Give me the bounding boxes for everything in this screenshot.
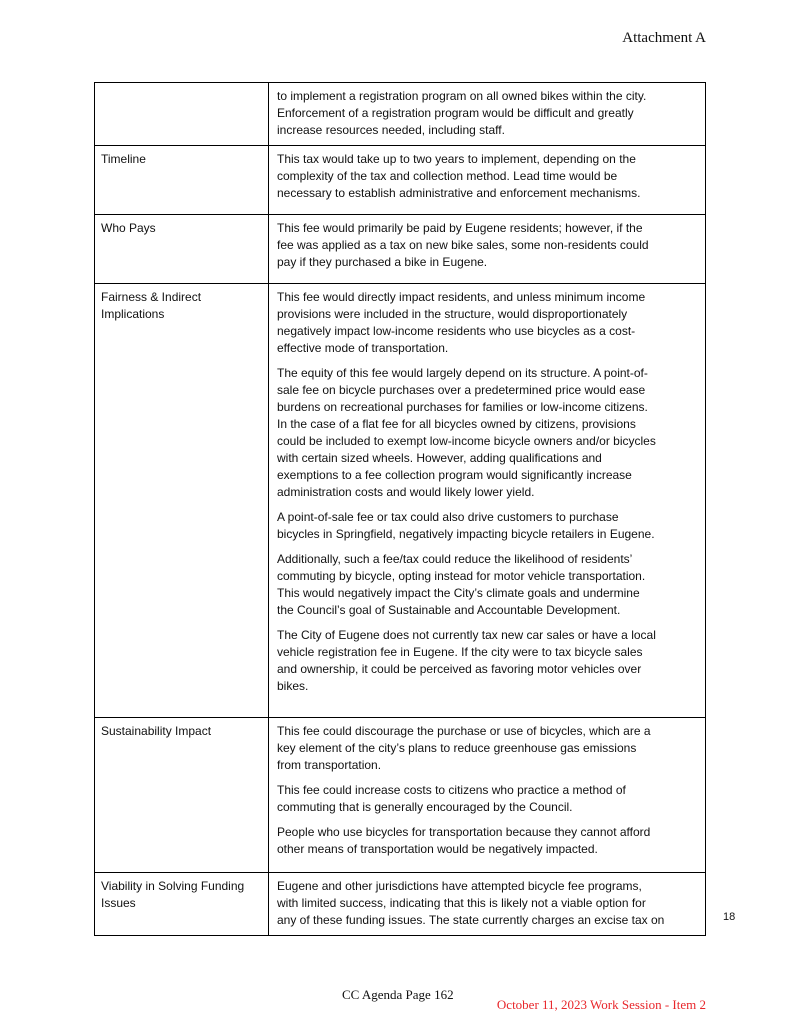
text-line: commuting by bicycle, opting instead for motor vehicle transportation. <box>277 569 646 583</box>
paragraph <box>277 289 699 357</box>
text-line: This fee could increase costs to citizens who practice a method of <box>277 783 626 797</box>
row-label-line: Implications <box>101 307 165 321</box>
work-session-label: October 11, 2023 Work Session - Item 2 <box>496 997 706 1012</box>
text-line: the Council’s goal of Sustainable and Accountable Development. <box>277 603 621 617</box>
row-label-line: Who Pays <box>101 221 156 235</box>
text-line: to implement a registration program on all owned bikes within the city. <box>277 89 647 103</box>
text-line: and ownership, it could be perceived as favoring motor vehicles over <box>277 662 642 676</box>
table-row <box>95 83 706 146</box>
row-label <box>95 83 269 146</box>
text-line: necessary to establish administrative and enforcement mechanisms. <box>277 186 641 200</box>
row-content <box>269 146 706 215</box>
paragraph <box>277 723 699 774</box>
text-line: could be included to exempt low-income bicycle owners and/or bicycles <box>277 434 656 448</box>
text-line: any of these funding issues. The state currently charges an excise tax on <box>277 913 665 927</box>
text-line: bikes. <box>277 679 309 693</box>
page-number: 18 <box>723 911 736 923</box>
row-content <box>269 873 706 936</box>
text-line: other means of transportation would be negatively impacted. <box>277 842 598 856</box>
text-line: with limited success, indicating that this is likely not a viable option for <box>277 896 646 910</box>
paragraph <box>277 824 699 858</box>
table-row <box>95 718 706 873</box>
fee-analysis-table <box>94 82 706 936</box>
agenda-page: CC Agenda Page 162 <box>342 987 454 1002</box>
text-line: fee was applied as a tax on new bike sales, some non-residents could <box>277 238 649 252</box>
paragraph <box>277 627 699 695</box>
text-line: provisions were included in the structure, would disproportionately <box>277 307 628 321</box>
text-line: increase resources needed, including staff. <box>277 123 505 137</box>
text-line: Additionally, such a fee/tax could reduce the likelihood of residents’ <box>277 552 633 566</box>
paragraph <box>277 365 699 501</box>
table-row <box>95 215 706 284</box>
text-line: This would negatively impact the City’s climate goals and undermine <box>277 586 640 600</box>
attachment-label: Attachment A <box>622 30 706 46</box>
row-content <box>269 718 706 873</box>
text-line: This fee could discourage the purchase or use of bicycles, which are a <box>277 724 651 738</box>
text-line: This tax would take up to two years to implement, depending on the <box>277 152 636 166</box>
text-line: bicycles in Springfield, negatively impacting bicycle retailers in Eugene. <box>277 527 655 541</box>
table-row <box>95 284 706 718</box>
row-label-line: Issues <box>101 896 136 910</box>
text-line: People who use bicycles for transportation because they cannot afford <box>277 825 651 839</box>
table-row <box>95 146 706 215</box>
text-line: This fee would primarily be paid by Eugene residents; however, if the <box>277 221 643 235</box>
text-line: pay if they purchased a bike in Eugene. <box>277 255 488 269</box>
text-line: In the case of a flat fee for all bicycles owned by citizens, provisions <box>277 417 636 431</box>
row-label <box>95 873 269 936</box>
text-line: complexity of the tax and collection method. Lead time would be <box>277 169 618 183</box>
text-line: This fee would directly impact residents, and unless minimum income <box>277 290 646 304</box>
row-label-line: Sustainability Impact <box>101 724 212 738</box>
row-content <box>269 284 706 718</box>
paragraph <box>277 88 699 139</box>
text-line: effective mode of transportation. <box>277 341 449 355</box>
row-label-line: Fairness & Indirect <box>101 290 202 304</box>
paragraph <box>277 509 699 543</box>
text-line: negatively impact low-income residents who use bicycles as a cost- <box>277 324 636 338</box>
row-content <box>269 83 706 146</box>
text-line: The City of Eugene does not currently tax new car sales or have a local <box>277 628 656 642</box>
text-line: A point-of-sale fee or tax could also drive customers to purchase <box>277 510 619 524</box>
paragraph <box>277 782 699 816</box>
row-label <box>95 284 269 718</box>
row-label <box>95 146 269 215</box>
row-content <box>269 215 706 284</box>
text-line: sale fee on bicycle purchases over a predetermined price would ease <box>277 383 646 397</box>
text-line: Enforcement of a registration program would be difficult and greatly <box>277 106 634 120</box>
text-line: commuting that is generally encouraged by the Council. <box>277 800 573 814</box>
text-line: from transportation. <box>277 758 382 772</box>
paragraph <box>277 151 699 202</box>
text-line: The equity of this fee would largely depend on its structure. A point-of- <box>277 366 648 380</box>
text-line: with certain sized wheels. However, adding qualifications and <box>277 451 602 465</box>
text-line: Eugene and other jurisdictions have attempted bicycle fee programs, <box>277 879 642 893</box>
row-label-line: Timeline <box>101 152 146 166</box>
text-line: exemptions to a fee collection program would significantly increase <box>277 468 632 482</box>
paragraph <box>277 551 699 619</box>
paragraph <box>277 878 699 929</box>
row-label-line: Viability in Solving Funding <box>101 879 245 893</box>
row-label <box>95 215 269 284</box>
text-line: burdens on recreational purchases for families or low-income citizens. <box>277 400 648 414</box>
row-label <box>95 718 269 873</box>
table-row <box>95 873 706 936</box>
paragraph <box>277 220 699 271</box>
text-line: key element of the city’s plans to reduce greenhouse gas emissions <box>277 741 637 755</box>
text-line: administration costs and would likely lower yield. <box>277 485 535 499</box>
text-line: vehicle registration fee in Eugene. If the city were to tax bicycle sales <box>277 645 643 659</box>
